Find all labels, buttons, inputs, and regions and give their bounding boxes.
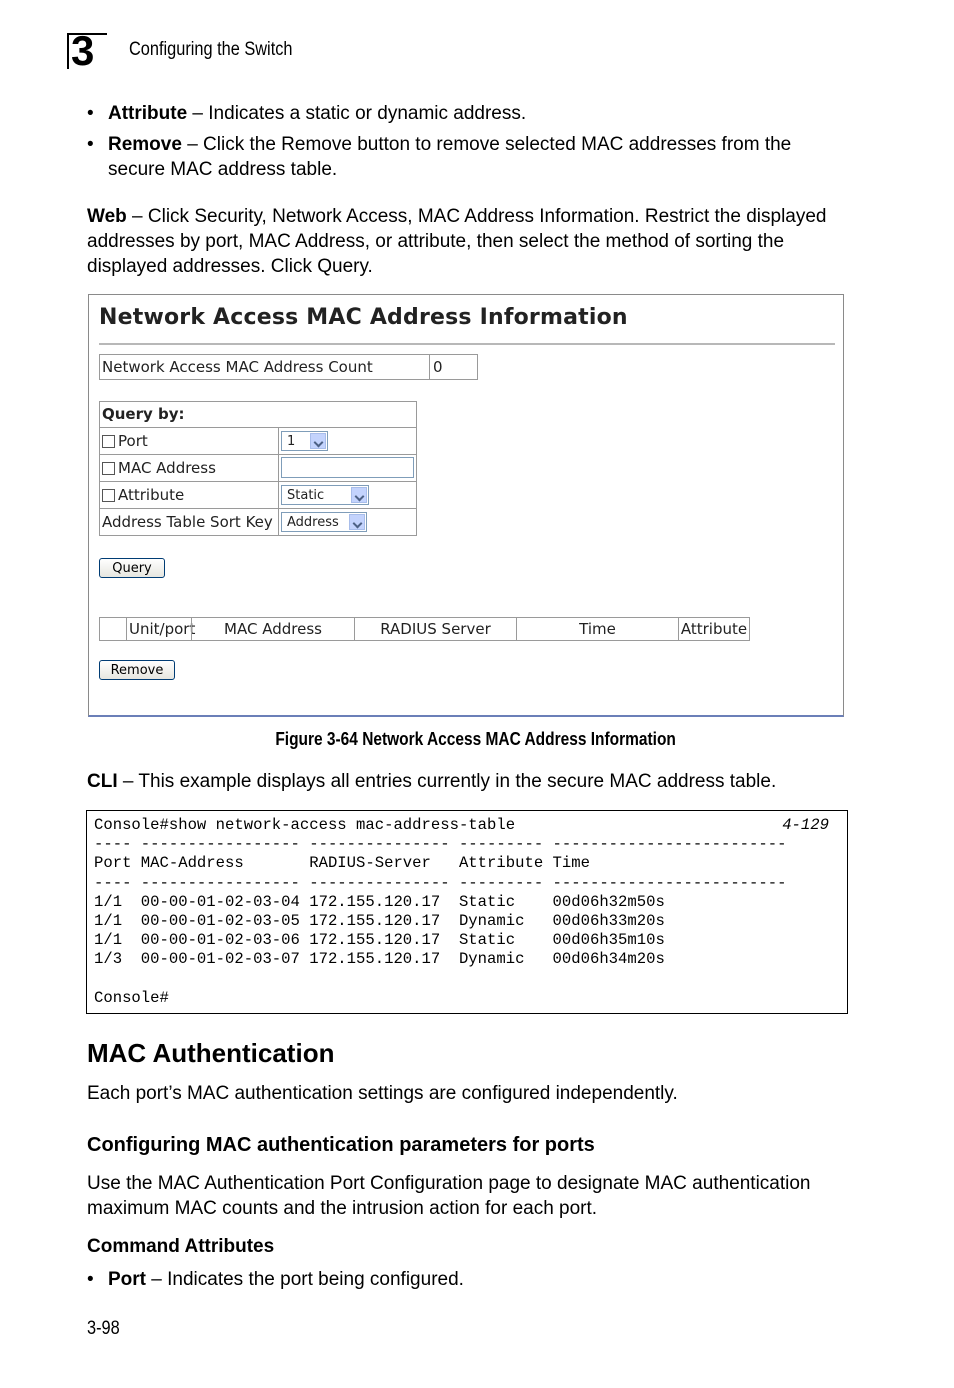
bullet-term: Remove (108, 134, 182, 155)
console-line: 1/1 00-00-01-02-03-06 172.155.120.17 Static 00d06h35m10s (94, 931, 665, 950)
console-line: ---- ----------------- --------------- --------- ------------------------- (94, 873, 787, 892)
bullet-attribute (108, 101, 848, 126)
subsection-paragraph: Use the MAC Authentication Port Configuration page to designate MAC authentication maximum MAC counts and the intrusion action for each port. (87, 1173, 811, 1219)
query-row-attribute (100, 481, 416, 508)
console-output (94, 816, 786, 1008)
chapter-number: 3 (71, 27, 95, 74)
port-select-value: 1 (287, 434, 296, 449)
page-number: 3-98 (87, 1318, 120, 1339)
query-table (99, 401, 417, 536)
query-row-port (100, 427, 416, 454)
mac-count-label: Network Access MAC Address Count (102, 358, 373, 376)
port-label-group (102, 432, 148, 450)
query-button[interactable]: Query (99, 558, 165, 578)
console-line: Port MAC-Address RADIUS-Server Attribute Time (94, 854, 590, 873)
cell-divider (278, 509, 279, 535)
remove-button[interactable]: Remove (99, 660, 175, 680)
mac-address-label: MAC Address (118, 459, 216, 477)
mac-count-table (99, 354, 478, 380)
mac-count-value: 0 (433, 358, 443, 376)
sort-key-select[interactable] (281, 512, 367, 532)
sort-key-label: Address Table Sort Key (102, 513, 273, 531)
command-reference: 4-129 (782, 816, 829, 834)
bullet-term: Attribute (108, 103, 188, 124)
paragraph-term: CLI (87, 771, 118, 792)
console-output-box (86, 810, 848, 1014)
query-row-mac (100, 454, 416, 481)
paragraph-text: – This example displays all entries currently in the secure MAC address table. (117, 771, 777, 792)
section-heading: MAC Authentication (87, 1038, 335, 1068)
console-line: 1/1 00-00-01-02-03-04 172.155.120.17 Static 00d06h32m50s (94, 892, 665, 911)
cell-divider (278, 428, 279, 454)
bullet-description: – Indicates the port being configured. (146, 1269, 464, 1290)
cell-divider (429, 355, 430, 379)
title-divider (99, 343, 835, 345)
attribute-checkbox[interactable] (102, 489, 115, 502)
bullet-marker: • (87, 1269, 94, 1290)
paragraph-term: Web (87, 206, 127, 227)
port-select[interactable] (281, 431, 328, 451)
select-column-header (100, 618, 126, 640)
console-line: 1/3 00-00-01-02-03-07 172.155.120.17 Dynamic 00d06h34m20s (94, 950, 665, 969)
bullet-remove (108, 132, 848, 182)
bullet-port (108, 1267, 848, 1292)
sort-key-select-value: Address (287, 515, 339, 530)
web-paragraph (87, 204, 847, 279)
bullet-marker: • (87, 103, 94, 124)
figure-screenshot (88, 294, 844, 717)
paragraph-text: – Click Security, Network Access, MAC Address Information. Restrict the displayed addresses by port, MAC Address, or attribute, then select the method of sorting the displayed addresses. Click Query. (87, 206, 827, 277)
mac-address-checkbox[interactable] (102, 462, 115, 475)
section-paragraph: Each port’s MAC authentication settings are configured independently. (87, 1083, 678, 1104)
attribute-select[interactable] (281, 485, 369, 505)
console-line: ---- ----------------- --------------- --------- ------------------------- (94, 835, 787, 854)
console-line: Console# (94, 988, 169, 1007)
form-title: Network Access MAC Address Information (99, 305, 628, 330)
attribute-label-group (102, 486, 184, 504)
mac-address-input[interactable] (281, 457, 414, 478)
query-by-label: Query by: (102, 405, 185, 423)
cell-divider (278, 455, 279, 481)
column-mac-address: MAC Address (191, 618, 354, 640)
console-line: 1/1 00-00-01-02-03-05 172.155.120.17 Dynamic 00d06h33m20s (94, 912, 665, 931)
command-attributes-heading: Command Attributes (87, 1236, 275, 1257)
bullet-description: – Click the Remove button to remove selected MAC addresses from the secure MAC address table. (108, 134, 792, 180)
column-unit-port: Unit/port (126, 618, 191, 640)
cli-paragraph (87, 769, 847, 794)
column-radius-server: RADIUS Server (354, 618, 516, 640)
chevron-down-icon[interactable] (310, 433, 326, 449)
query-header-row (100, 402, 416, 427)
bullet-marker: • (87, 134, 94, 155)
results-table-header (99, 617, 750, 641)
column-attribute: Attribute (678, 618, 749, 640)
subsection-heading: Configuring MAC authentication parameters for ports (87, 1134, 595, 1156)
query-row-sort-key (100, 508, 416, 535)
attribute-select-value: Static (287, 488, 325, 503)
chapter-box-left-rule (67, 33, 69, 69)
chevron-down-icon[interactable] (349, 514, 365, 530)
figure-caption: Figure 3-64 Network Access MAC Address Information (275, 729, 676, 749)
column-time: Time (516, 618, 678, 640)
attribute-label: Attribute (118, 486, 185, 504)
mac-label-group (102, 459, 216, 477)
port-checkbox[interactable] (102, 435, 115, 448)
chapter-number-box (67, 27, 107, 74)
port-label: Port (118, 432, 148, 450)
cell-divider (278, 482, 279, 508)
console-line: Console#show network-access mac-address-table (94, 816, 516, 834)
bullet-description: – Indicates a static or dynamic address. (187, 103, 527, 124)
chapter-title: Configuring the Switch (129, 39, 293, 60)
chevron-down-icon[interactable] (351, 487, 367, 503)
bullet-term: Port (108, 1269, 146, 1290)
